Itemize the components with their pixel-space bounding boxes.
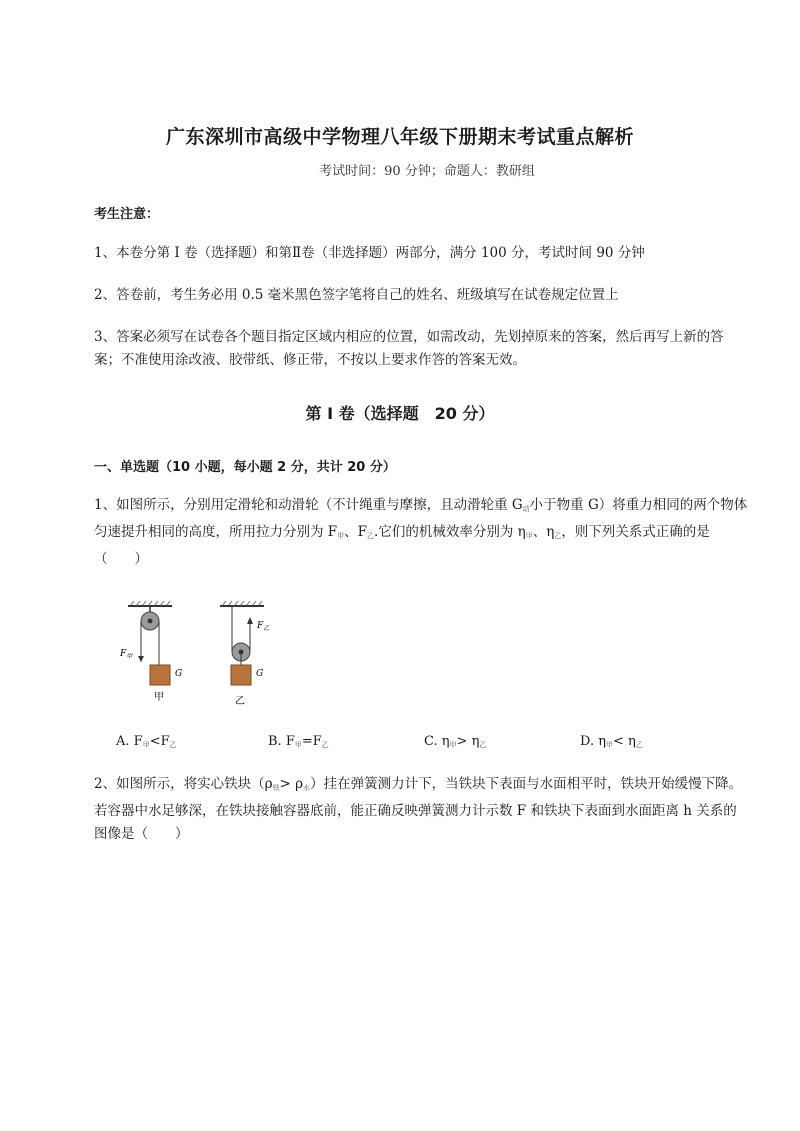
q2-subscript: 铁	[272, 784, 280, 792]
q1-subscript: 乙	[554, 532, 562, 540]
option-subscript: 甲	[142, 741, 150, 749]
option-text: =F	[301, 734, 322, 749]
label-force-jia	[119, 649, 133, 660]
q1-text-part: 、η	[532, 524, 555, 540]
option-text: > η	[456, 734, 480, 749]
option-d[interactable]	[580, 734, 643, 750]
section-title: 第 I 卷（选择题 20 分）	[305, 404, 495, 423]
question-type-heading: 一、单选题（10 小题，每小题 2 分，共计 20 分）	[94, 460, 396, 475]
label-weight-right: G	[256, 669, 264, 679]
label-force-yi	[256, 621, 269, 632]
notice-item-2: 2、答卷前，考生务必用 0.5 毫米黑色签字笔将自己的姓名、班级填写在试卷规定位置上	[94, 287, 619, 303]
option-subscript: 乙	[169, 741, 177, 749]
question-1-options	[116, 734, 766, 754]
force-arrow-left	[138, 656, 144, 662]
q2-text-part: ）挂在弹簧测力计下，当铁块下表面与水面相平时，铁块开始缓慢下降。若容器中水足够深，在铁块接触容器底前，能正确反映弹簧测力计示数 F 和铁块下表面到水面距离 h 关系的图像是（ ）	[94, 776, 743, 842]
option-subscript: 甲	[449, 741, 457, 749]
option-subscript: 乙	[479, 741, 487, 749]
notice-heading: 考生注意：	[94, 207, 160, 222]
q1-subscript: 甲	[337, 532, 345, 540]
label-weight-left: G	[175, 669, 183, 679]
option-text: <F	[149, 734, 170, 749]
option-text: < η	[613, 734, 636, 749]
option-subscript: 甲	[606, 741, 614, 749]
q1-subscript: 乙	[367, 532, 375, 540]
option-b[interactable]	[268, 734, 329, 750]
pulley-diagram	[112, 592, 292, 712]
block-right	[231, 665, 251, 685]
label-force-sub: 乙	[263, 625, 270, 632]
q1-text-part: ，则下列关系式正确的是（ ）	[94, 524, 710, 567]
force-arrow-right	[247, 617, 253, 624]
notice-item-1: 1、本卷分第 I 卷（选择题）和第Ⅱ卷（非选择题）两部分，满分 100 分，考试时间 90 分钟	[94, 245, 645, 261]
label-force-sub: 甲	[126, 653, 133, 660]
q1-text-part: 、F	[344, 524, 368, 540]
caption-yi: 乙	[235, 696, 245, 707]
option-subscript: 甲	[294, 741, 302, 749]
question-1-text	[94, 494, 750, 571]
q2-subscript: 水	[303, 784, 311, 792]
option-subscript: 乙	[635, 741, 643, 749]
option-a[interactable]	[116, 734, 177, 750]
option-text: C. η	[424, 734, 450, 749]
caption-jia: 甲	[154, 692, 164, 703]
q1-text-part: 小于物重 G）将重力相同的两个物体匀速提升相同的高度，所用拉力分别为 F	[94, 497, 748, 540]
label-force-letter: F	[120, 649, 127, 659]
option-text: A. F	[116, 734, 143, 749]
q2-text-part: > ρ	[279, 776, 304, 792]
q1-text-part: .它们的机械效率分别为 η	[374, 524, 526, 540]
question-2-text	[94, 773, 750, 846]
exam-title: 广东深圳市高级中学物理八年级下册期末考试重点解析	[165, 126, 634, 148]
notice-item-3: 3、答案必须写在试卷各个题目指定区域内相应的位置，如需改动，先划掉原来的答案，然后再写上新的答案；不准使用涂改液、胶带纸、修正带，不按以上要求作答的答案无效。	[94, 329, 724, 368]
option-text: B. F	[268, 734, 295, 749]
option-text: D. η	[580, 734, 607, 749]
exam-subtitle: 考试时间：90 分钟；命题人：教研组	[319, 164, 535, 179]
q1-text-part: 1、如图所示，分别用定滑轮和动滑轮（不计绳重与摩擦，且动滑轮重 G	[94, 497, 523, 513]
option-c[interactable]	[424, 734, 486, 750]
option-subscript: 乙	[321, 741, 329, 749]
block-left	[150, 665, 170, 685]
pulley-axle	[148, 619, 153, 624]
q2-text-part: 2、如图所示，将实心铁块（ρ	[94, 776, 273, 792]
pulley-figure	[112, 592, 292, 712]
q1-subscript: 甲	[525, 532, 533, 540]
pulley-axle	[239, 650, 244, 655]
fixed-pulley-setup	[128, 601, 172, 685]
q1-subscript: 动	[522, 505, 530, 513]
label-force-letter: F	[257, 621, 264, 631]
